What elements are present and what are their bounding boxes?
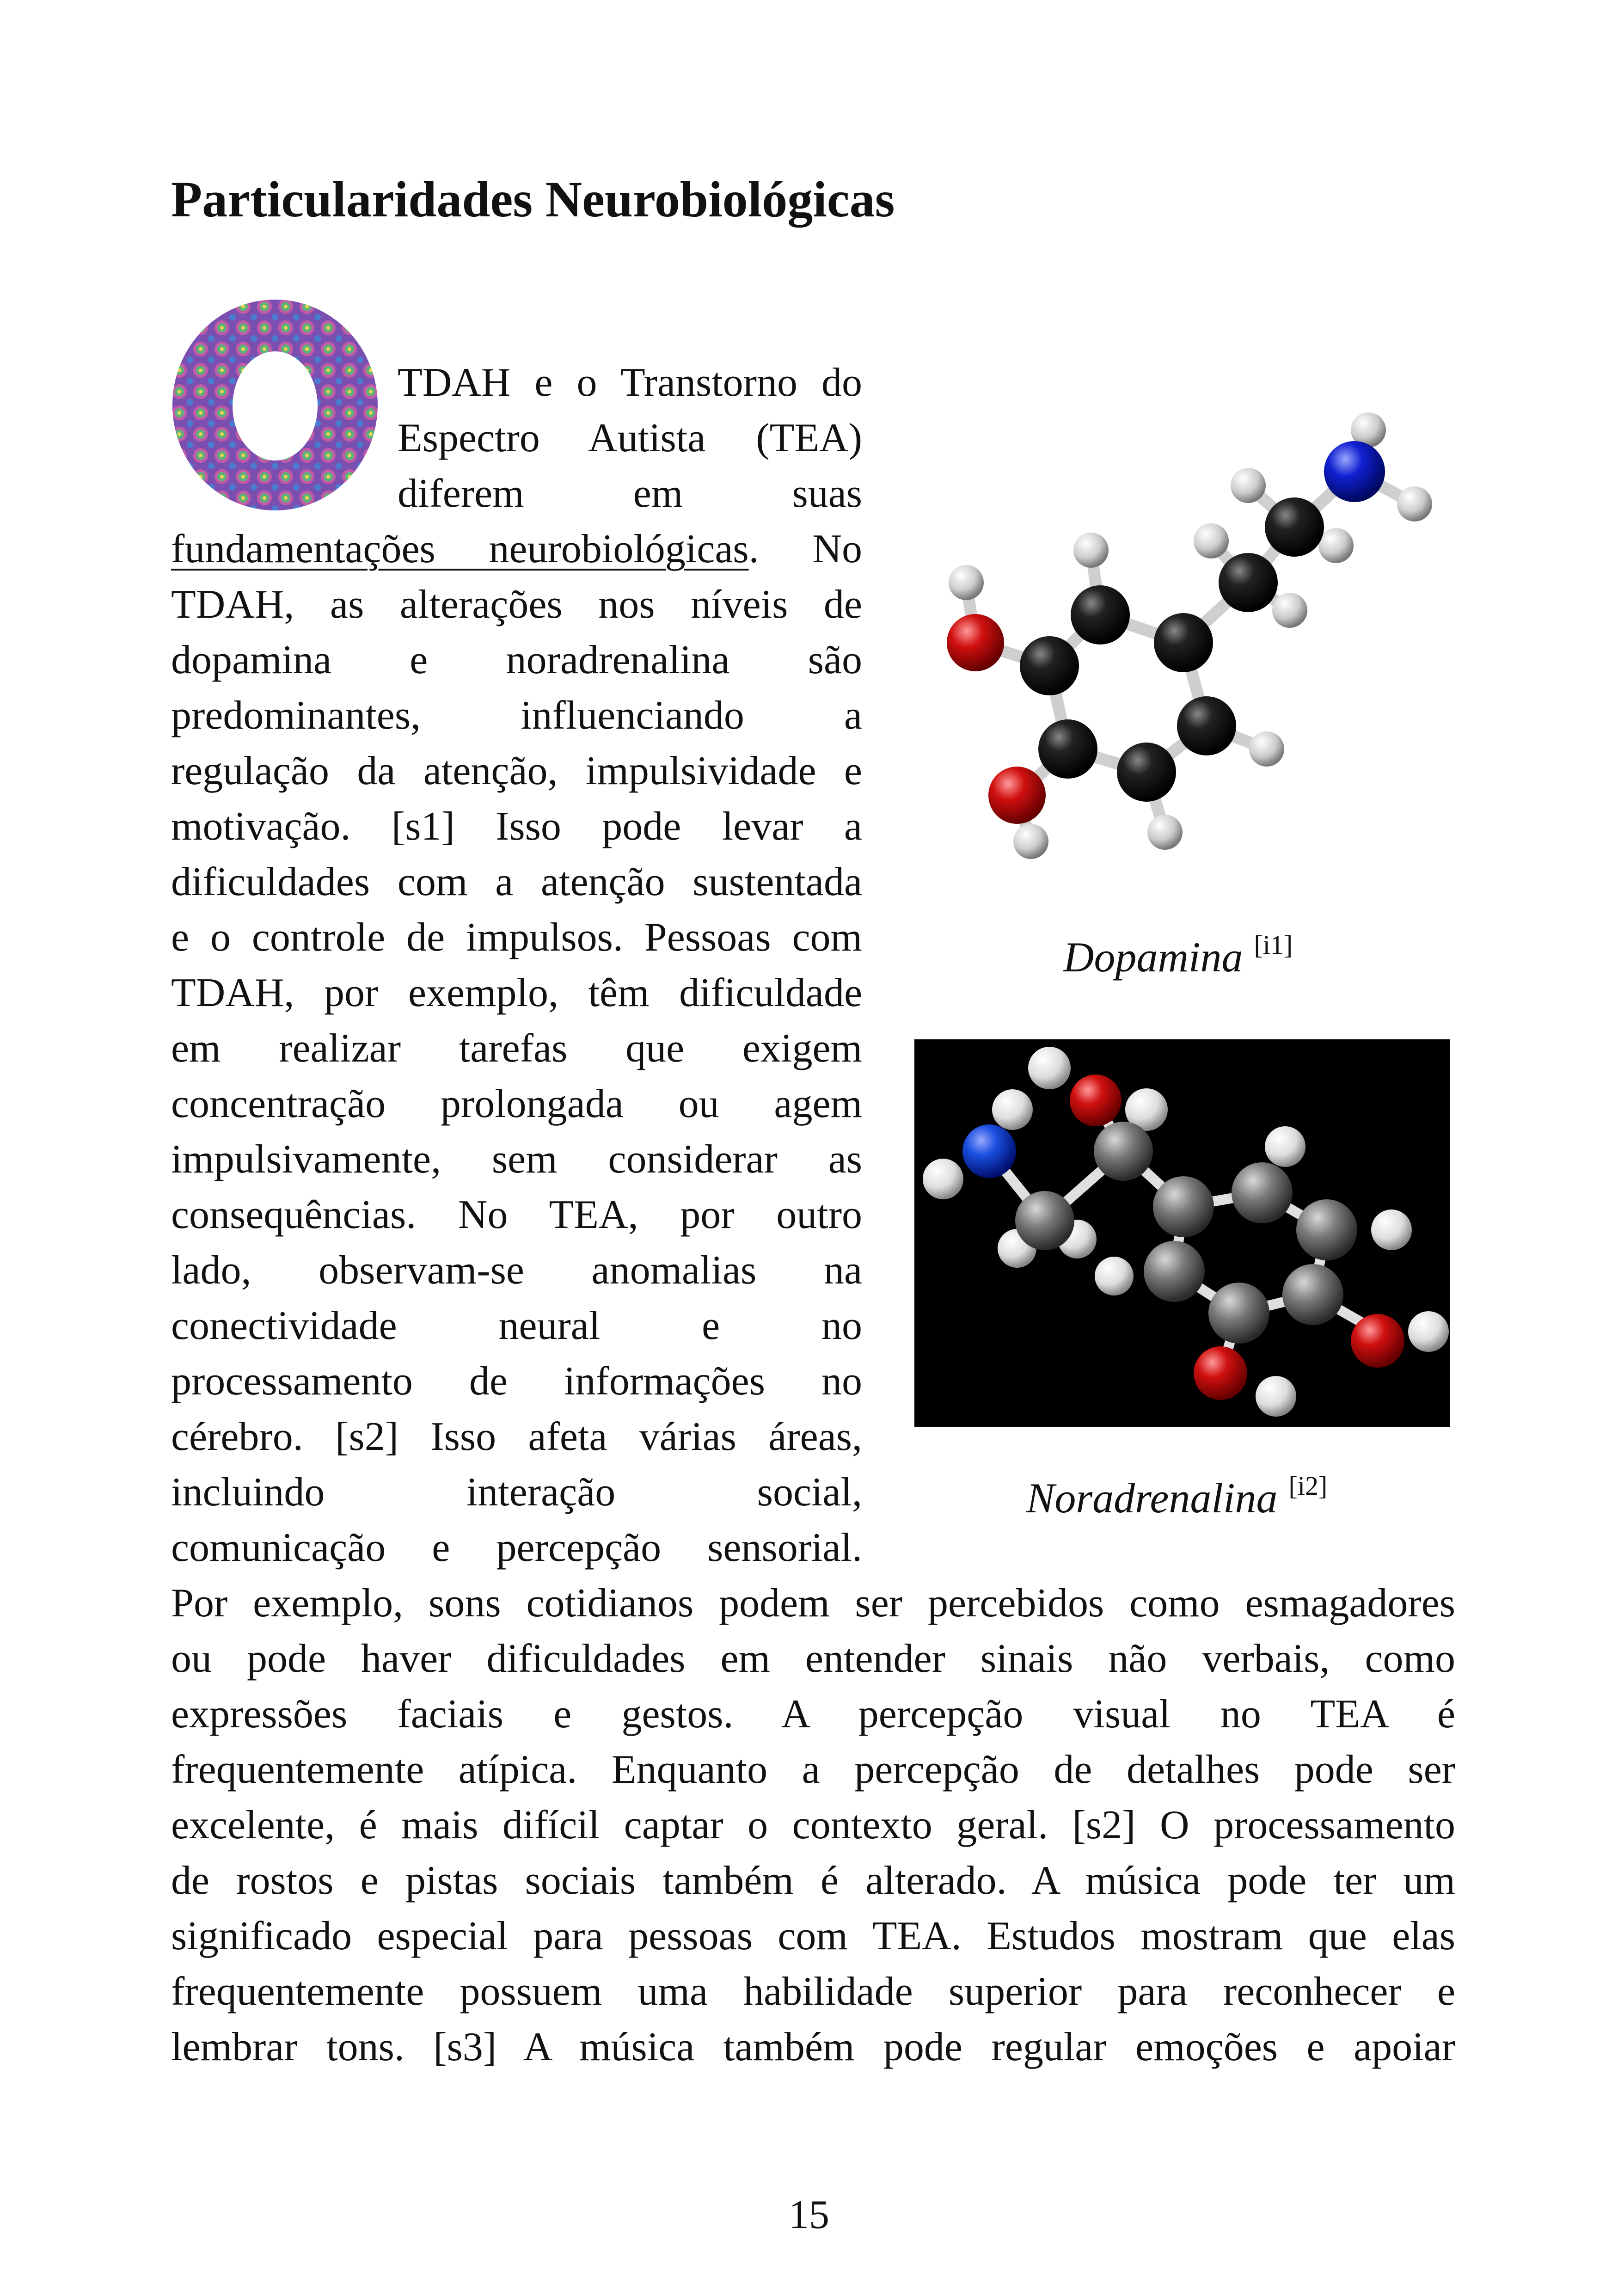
text-line: excelente, é mais difícil captar o contexto geral. [s2] O processamento bbox=[171, 1803, 1455, 1848]
text-line: concentração prolongada ou agem bbox=[171, 1081, 862, 1126]
text-line: TDAH, por exemplo, têm dificuldade bbox=[171, 970, 862, 1015]
image-reference: [i2] bbox=[1288, 1471, 1328, 1501]
text-line: Espectro Autista (TEA) bbox=[398, 416, 862, 460]
text-line: TDAH, as alterações nos níveis de bbox=[171, 582, 862, 627]
text-line: lado, observam-se anomalias na bbox=[171, 1248, 862, 1293]
text-line: lembrar tons. [s3] A música também pode regular emoções e apoiar bbox=[171, 2025, 1455, 2069]
text-line: TDAH e o Transtorno do bbox=[398, 360, 862, 405]
noradrenaline-molecule-image bbox=[914, 1039, 1450, 1427]
text-line: e o controle de impulsos. Pessoas com bbox=[171, 915, 862, 960]
dopamine-molecule-image bbox=[911, 398, 1456, 878]
text-line: consequências. No TEA, por outro bbox=[171, 1192, 862, 1237]
text-line: comunicação e percepção sensorial. bbox=[171, 1525, 862, 1570]
text-line: expressões faciais e gestos. A percepção visual no TEA é bbox=[171, 1692, 1455, 1737]
text-line: processamento de informações no bbox=[171, 1359, 862, 1404]
text-line: significado especial para pessoas com TEA. Estudos mostram que elas bbox=[171, 1914, 1455, 1958]
text-line: frequentemente possuem uma habilidade superior para reconhecer e bbox=[171, 1969, 1455, 2014]
dopamine-caption bbox=[1063, 929, 1293, 982]
text-line: frequentemente atípica. Enquanto a percepção de detalhes pode ser bbox=[171, 1747, 1455, 1792]
text-line: ou pode haver dificuldades em entender sinais não verbais, como bbox=[171, 1636, 1455, 1681]
underlined-phrase: fundamentações neurobiológicas bbox=[171, 527, 749, 571]
noradrenaline-caption bbox=[1026, 1470, 1327, 1522]
text-line: incluindo interação social, bbox=[171, 1470, 862, 1515]
text-line: dificuldades com a atenção sustentada bbox=[171, 859, 862, 904]
caption-text: Noradrenalina bbox=[1026, 1474, 1278, 1522]
text-line: de rostos e pistas sociais também é alterado. A música pode ter um bbox=[171, 1858, 1455, 1903]
dropcap-ornament bbox=[169, 296, 381, 513]
text-line: dopamina e noradrenalina são bbox=[171, 638, 862, 682]
text-line: impulsivamente, sem considerar as bbox=[171, 1137, 862, 1182]
text-line: Por exemplo, sons cotidianos podem ser percebidos como esmagadores bbox=[171, 1581, 1455, 1626]
image-reference: [i1] bbox=[1254, 930, 1293, 960]
text-line-with-underline bbox=[171, 526, 862, 572]
text-line: regulação da atenção, impulsividade e bbox=[171, 749, 862, 793]
underlined-tail: . No bbox=[748, 527, 862, 571]
text-line: cérebro. [s2] Isso afeta várias áreas, bbox=[171, 1414, 862, 1459]
text-line: conectividade neural e no bbox=[171, 1303, 862, 1348]
page-number: 15 bbox=[789, 2192, 829, 2237]
text-line: em realizar tarefas que exigem bbox=[171, 1026, 862, 1071]
text-line: diferem em suas bbox=[398, 471, 862, 516]
caption-text: Dopamina bbox=[1063, 933, 1243, 981]
text-line: predominantes, influenciando a bbox=[171, 693, 862, 738]
text-line: motivação. [s1] Isso pode levar a bbox=[171, 804, 862, 849]
page-title: Particularidades Neurobiológicas bbox=[171, 171, 895, 227]
